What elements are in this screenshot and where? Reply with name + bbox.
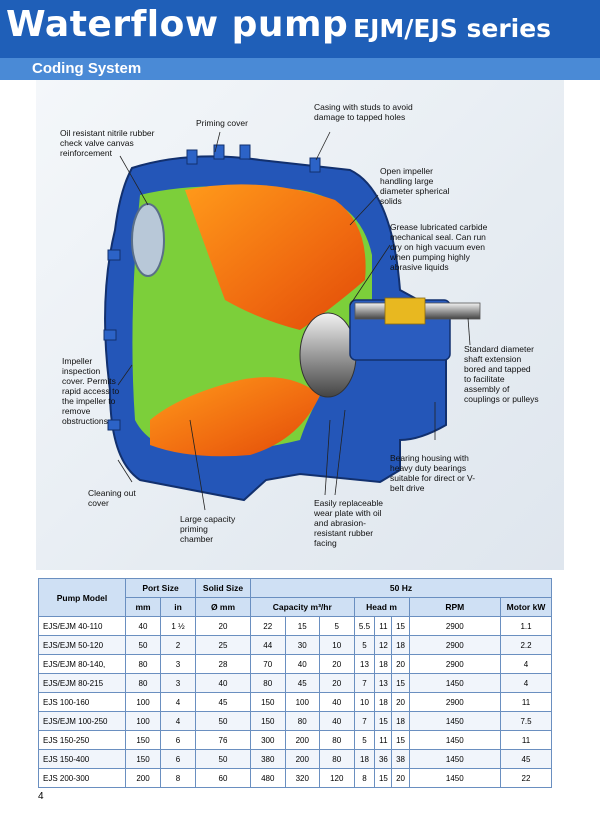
header-rpm: RPM bbox=[409, 598, 500, 617]
table-cell: 1 ½ bbox=[161, 617, 196, 636]
table-cell: 1450 bbox=[409, 731, 500, 750]
cell-pump-model: EJS 150-400 bbox=[39, 750, 126, 769]
table-cell: 80 bbox=[285, 712, 320, 731]
table-cell: 36 bbox=[375, 750, 392, 769]
table-cell: 2900 bbox=[409, 617, 500, 636]
table-cell: 1450 bbox=[409, 750, 500, 769]
open-impeller bbox=[300, 313, 356, 397]
table-cell: 76 bbox=[196, 731, 251, 750]
table-row bbox=[39, 655, 552, 674]
table-cell: 45 bbox=[501, 750, 552, 769]
table-cell: 50 bbox=[196, 750, 251, 769]
table-cell: 150 bbox=[126, 731, 161, 750]
table-cell: 2.2 bbox=[501, 636, 552, 655]
table-cell: 60 bbox=[196, 769, 251, 788]
table-cell: 44 bbox=[251, 636, 286, 655]
table-cell: 18 bbox=[392, 636, 409, 655]
table-cell: 12 bbox=[375, 636, 392, 655]
table-row bbox=[39, 617, 552, 636]
table-cell: 20 bbox=[392, 769, 409, 788]
header-in: in bbox=[161, 598, 196, 617]
spec-table-body bbox=[39, 617, 552, 788]
table-cell: 7.5 bbox=[501, 712, 552, 731]
header-pump-model: Pump Model bbox=[39, 579, 126, 617]
cell-pump-model: EJS/EJM 80-215 bbox=[39, 674, 126, 693]
table-cell: 15 bbox=[375, 769, 392, 788]
table-cell: 13 bbox=[354, 655, 375, 674]
table-cell: 38 bbox=[392, 750, 409, 769]
table-cell: 6 bbox=[161, 750, 196, 769]
callout-bearing-housing: Bearing housing with heavy duty bearings suitable for direct or V-belt drive bbox=[390, 453, 476, 493]
callout-shaft: Standard diameter shaft extension bored and tapped to facilitate assembly of couplings or pulleys bbox=[464, 344, 539, 404]
table-cell: 150 bbox=[126, 750, 161, 769]
table-cell: 4 bbox=[501, 674, 552, 693]
cell-pump-model: EJS/EJM 50-120 bbox=[39, 636, 126, 655]
table-cell: 200 bbox=[285, 731, 320, 750]
table-cell: 15 bbox=[392, 617, 409, 636]
callout-priming-chamber: Large capacity priming chamber bbox=[180, 514, 236, 544]
table-cell: 100 bbox=[126, 712, 161, 731]
table-cell: 3 bbox=[161, 655, 196, 674]
table-cell: 150 bbox=[251, 693, 286, 712]
table-cell: 40 bbox=[196, 674, 251, 693]
callout-cleaning-cover: Cleaning out cover bbox=[88, 488, 136, 508]
table-cell: 80 bbox=[320, 731, 355, 750]
table-cell: 1450 bbox=[409, 769, 500, 788]
table-cell: 200 bbox=[126, 769, 161, 788]
table-cell: 5.5 bbox=[354, 617, 375, 636]
table-cell: 15 bbox=[392, 674, 409, 693]
table-cell: 11 bbox=[375, 731, 392, 750]
table-row bbox=[39, 712, 552, 731]
table-cell: 15 bbox=[285, 617, 320, 636]
mechanical-seal bbox=[385, 298, 425, 324]
header-mm: mm bbox=[126, 598, 161, 617]
header-solid-size: Solid Size bbox=[196, 579, 251, 598]
table-cell: 480 bbox=[251, 769, 286, 788]
table-cell: 11 bbox=[501, 693, 552, 712]
table-cell: 22 bbox=[501, 769, 552, 788]
cell-pump-model: EJS 150-250 bbox=[39, 731, 126, 750]
table-cell: 4 bbox=[161, 712, 196, 731]
cell-pump-model: EJS/EJM 40-110 bbox=[39, 617, 126, 636]
check-valve bbox=[132, 204, 164, 276]
table-cell: 20 bbox=[320, 674, 355, 693]
table-row bbox=[39, 693, 552, 712]
page-number: 4 bbox=[38, 791, 44, 802]
table-cell: 40 bbox=[320, 693, 355, 712]
header-capacity: Capacity m³/hr bbox=[251, 598, 355, 617]
table-cell: 45 bbox=[285, 674, 320, 693]
table-cell: 200 bbox=[285, 750, 320, 769]
table-cell: 6 bbox=[161, 731, 196, 750]
table-cell: 18 bbox=[392, 712, 409, 731]
spec-table-wrap bbox=[38, 578, 552, 788]
table-cell: 25 bbox=[196, 636, 251, 655]
table-cell: 30 bbox=[285, 636, 320, 655]
table-cell: 7 bbox=[354, 712, 375, 731]
table-cell: 20 bbox=[196, 617, 251, 636]
table-row bbox=[39, 769, 552, 788]
callout-open-impeller: Open impeller handling large diameter spherical solids bbox=[380, 166, 450, 206]
table-cell: 4 bbox=[501, 655, 552, 674]
cell-pump-model: EJS 100-160 bbox=[39, 693, 126, 712]
table-cell: 380 bbox=[251, 750, 286, 769]
table-cell: 120 bbox=[320, 769, 355, 788]
header-motor: Motor kW bbox=[501, 598, 552, 617]
table-cell: 2900 bbox=[409, 655, 500, 674]
table-cell: 100 bbox=[126, 693, 161, 712]
table-cell: 50 bbox=[126, 636, 161, 655]
table-row bbox=[39, 731, 552, 750]
callout-inspection-cover: Impeller inspection cover. Permits rapid access to the impeller to remove obstructions bbox=[62, 356, 120, 426]
table-row bbox=[39, 674, 552, 693]
cell-pump-model: EJS 200-300 bbox=[39, 769, 126, 788]
spec-table bbox=[38, 578, 552, 788]
callout-priming-cover: Priming cover bbox=[196, 118, 248, 128]
callout-casing: Casing with studs to avoid damage to tapped holes bbox=[314, 102, 413, 122]
table-cell: 40 bbox=[285, 655, 320, 674]
table-cell: 100 bbox=[285, 693, 320, 712]
table-cell: 13 bbox=[375, 674, 392, 693]
table-cell: 40 bbox=[126, 617, 161, 636]
header-port-size: Port Size bbox=[126, 579, 196, 598]
table-cell: 80 bbox=[126, 655, 161, 674]
table-cell: 20 bbox=[320, 655, 355, 674]
table-cell: 2 bbox=[161, 636, 196, 655]
table-cell: 10 bbox=[354, 693, 375, 712]
table-cell: 5 bbox=[320, 617, 355, 636]
table-cell: 20 bbox=[392, 655, 409, 674]
table-cell: 15 bbox=[392, 731, 409, 750]
table-cell: 20 bbox=[392, 693, 409, 712]
table-cell: 2900 bbox=[409, 636, 500, 655]
table-cell: 45 bbox=[196, 693, 251, 712]
callout-check-valve: Oil resistant nitrile rubber check valve canvas reinforcement bbox=[60, 128, 155, 158]
table-cell: 4 bbox=[161, 693, 196, 712]
section-title: Coding System bbox=[32, 60, 142, 77]
table-cell: 22 bbox=[251, 617, 286, 636]
table-cell: 1450 bbox=[409, 712, 500, 731]
table-cell: 40 bbox=[320, 712, 355, 731]
table-cell: 1450 bbox=[409, 674, 500, 693]
callout-mechanical-seal: Grease lubricated carbide mechanical seal. Can run dry on high vacuum even when pumping highly abrasive liquids bbox=[390, 222, 488, 272]
table-cell: 320 bbox=[285, 769, 320, 788]
callout-wear-plate: Easily replaceable wear plate with oil and abrasion-resistant rubber facing bbox=[314, 498, 383, 548]
table-cell: 15 bbox=[375, 712, 392, 731]
table-cell: 18 bbox=[375, 693, 392, 712]
table-cell: 11 bbox=[375, 617, 392, 636]
table-cell: 150 bbox=[251, 712, 286, 731]
table-cell: 2900 bbox=[409, 693, 500, 712]
header-head: Head m bbox=[354, 598, 409, 617]
cell-pump-model: EJS/EJM 80-140, bbox=[39, 655, 126, 674]
table-cell: 50 bbox=[196, 712, 251, 731]
table-cell: 5 bbox=[354, 636, 375, 655]
header-50hz: 50 Hz bbox=[251, 579, 552, 598]
page-title: Waterflow pump bbox=[6, 4, 349, 45]
table-cell: 18 bbox=[375, 655, 392, 674]
table-cell: 5 bbox=[354, 731, 375, 750]
series-title: EJM/EJS series bbox=[353, 14, 552, 43]
table-cell: 8 bbox=[354, 769, 375, 788]
table-row bbox=[39, 636, 552, 655]
table-cell: 7 bbox=[354, 674, 375, 693]
table-cell: 80 bbox=[251, 674, 286, 693]
table-cell: 10 bbox=[320, 636, 355, 655]
table-cell: 28 bbox=[196, 655, 251, 674]
table-cell: 80 bbox=[320, 750, 355, 769]
table-cell: 18 bbox=[354, 750, 375, 769]
table-cell: 80 bbox=[126, 674, 161, 693]
table-cell: 300 bbox=[251, 731, 286, 750]
table-row bbox=[39, 750, 552, 769]
table-cell: 8 bbox=[161, 769, 196, 788]
cell-pump-model: EJS/EJM 100-250 bbox=[39, 712, 126, 731]
header-solid-mm: Ø mm bbox=[196, 598, 251, 617]
table-cell: 70 bbox=[251, 655, 286, 674]
table-cell: 1.1 bbox=[501, 617, 552, 636]
table-cell: 3 bbox=[161, 674, 196, 693]
table-cell: 11 bbox=[501, 731, 552, 750]
